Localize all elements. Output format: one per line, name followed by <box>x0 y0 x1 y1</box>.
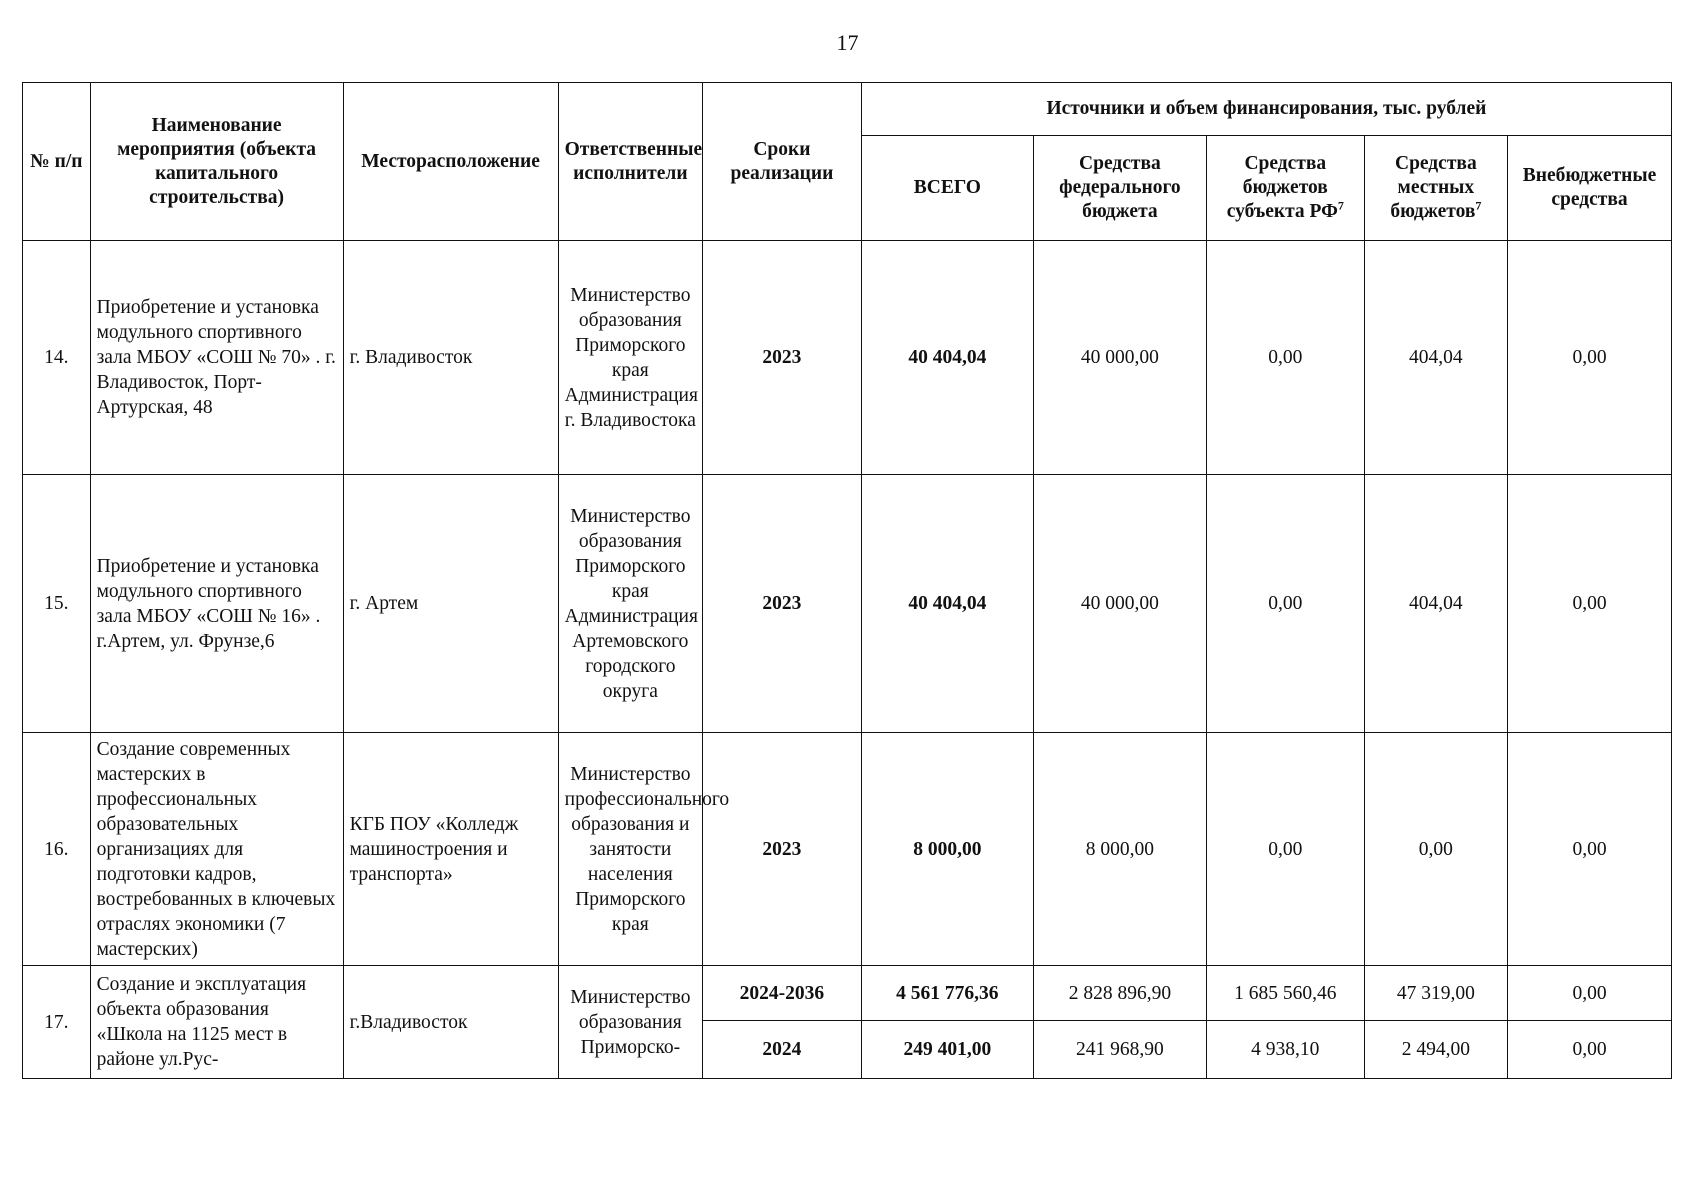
table-row <box>23 733 1672 966</box>
header-location: Месторасположение <box>343 83 558 241</box>
row-term: 2023 <box>703 241 862 475</box>
table-row <box>23 241 1672 475</box>
row-name: Приобретение и установка модульного спортивного зала МБОУ «СОШ № 16» . г.Артем, ул. Фрунзе,6 <box>90 475 343 733</box>
row-local: 404,04 <box>1364 475 1507 733</box>
row-total: 40 404,04 <box>861 241 1033 475</box>
row-local: 0,00 <box>1364 733 1507 966</box>
row-num: 16. <box>23 733 91 966</box>
header-local-footnote: 7 <box>1475 198 1482 213</box>
row-term: 2023 <box>703 733 862 966</box>
row-name: Создание современных мастерских в профессиональных образовательных организациях для подготовки кадров, востребованных в ключевых отраслях экономики (7 мастерских) <box>90 733 343 966</box>
header-total: ВСЕГО <box>861 136 1033 241</box>
row-term: 2023 <box>703 475 862 733</box>
row-subject: 0,00 <box>1206 733 1364 966</box>
row-responsible: Министерство образования Приморского края Администрация г. Владивостока <box>558 241 702 475</box>
row-total: 8 000,00 <box>861 733 1033 966</box>
header-subject <box>1206 136 1364 241</box>
row-federal: 40 000,00 <box>1033 241 1206 475</box>
row-local: 47 319,00 <box>1364 966 1507 1021</box>
row-extra: 0,00 <box>1508 475 1672 733</box>
row-subject: 0,00 <box>1206 241 1364 475</box>
row-federal: 8 000,00 <box>1033 733 1206 966</box>
header-num: № п/п <box>23 83 91 241</box>
row-location: г. Владивосток <box>343 241 558 475</box>
row-location: КГБ ПОУ «Колледж машиностроения и транспорта» <box>343 733 558 966</box>
row-subject: 4 938,10 <box>1206 1021 1364 1079</box>
header-row-top <box>23 83 1672 136</box>
header-federal: Средства федерального бюджета <box>1033 136 1206 241</box>
row-num: 14. <box>23 241 91 475</box>
row-num: 15. <box>23 475 91 733</box>
header-local <box>1364 136 1507 241</box>
header-extra: Внебюджетные средства <box>1508 136 1672 241</box>
table-row <box>23 966 1672 1021</box>
row-extra: 0,00 <box>1508 241 1672 475</box>
row-subject: 0,00 <box>1206 475 1364 733</box>
page-number: 17 <box>836 30 859 55</box>
row-location: г. Артем <box>343 475 558 733</box>
row-num: 17. <box>23 966 91 1079</box>
financing-table <box>22 82 1672 1079</box>
row-total: 4 561 776,36 <box>861 966 1033 1021</box>
row-name: Приобретение и установка модульного спортивного зала МБОУ «СОШ № 70» . г. Владивосток, Порт-Артурская, 48 <box>90 241 343 475</box>
header-subject-footnote: 7 <box>1337 198 1344 213</box>
header-responsible: Ответственные исполнители <box>558 83 702 241</box>
row-location: г.Владивосток <box>343 966 558 1079</box>
header-subject-text: Средства бюджетов субъекта РФ <box>1226 153 1338 222</box>
row-local: 404,04 <box>1364 241 1507 475</box>
row-responsible: Министерство образования Приморского края Администрация Артемовского городского округа <box>558 475 702 733</box>
header-name: Наименование мероприятия (объекта капитального строительства) <box>90 83 343 241</box>
row-federal: 2 828 896,90 <box>1033 966 1206 1021</box>
header-local-text: Средства местных бюджетов <box>1390 153 1477 222</box>
header-terms: Сроки реализации <box>703 83 862 241</box>
row-subject: 1 685 560,46 <box>1206 966 1364 1021</box>
row-extra: 0,00 <box>1508 1021 1672 1079</box>
table-row <box>23 475 1672 733</box>
row-term: 2024 <box>703 1021 862 1079</box>
row-total: 40 404,04 <box>861 475 1033 733</box>
row-responsible: Министерство профессионального образования и занятости населения Приморского края <box>558 733 702 966</box>
row-name: Создание и эксплуатация объекта образования «Школа на 1125 мест в районе ул.Рус- <box>90 966 343 1079</box>
row-federal: 241 968,90 <box>1033 1021 1206 1079</box>
row-extra: 0,00 <box>1508 733 1672 966</box>
row-term: 2024-2036 <box>703 966 862 1021</box>
row-total: 249 401,00 <box>861 1021 1033 1079</box>
row-local: 2 494,00 <box>1364 1021 1507 1079</box>
row-responsible: Министерство образования Приморско- <box>558 966 702 1079</box>
header-financing-group: Источники и объем финансирования, тыс. рублей <box>861 83 1671 136</box>
row-federal: 40 000,00 <box>1033 475 1206 733</box>
row-extra: 0,00 <box>1508 966 1672 1021</box>
